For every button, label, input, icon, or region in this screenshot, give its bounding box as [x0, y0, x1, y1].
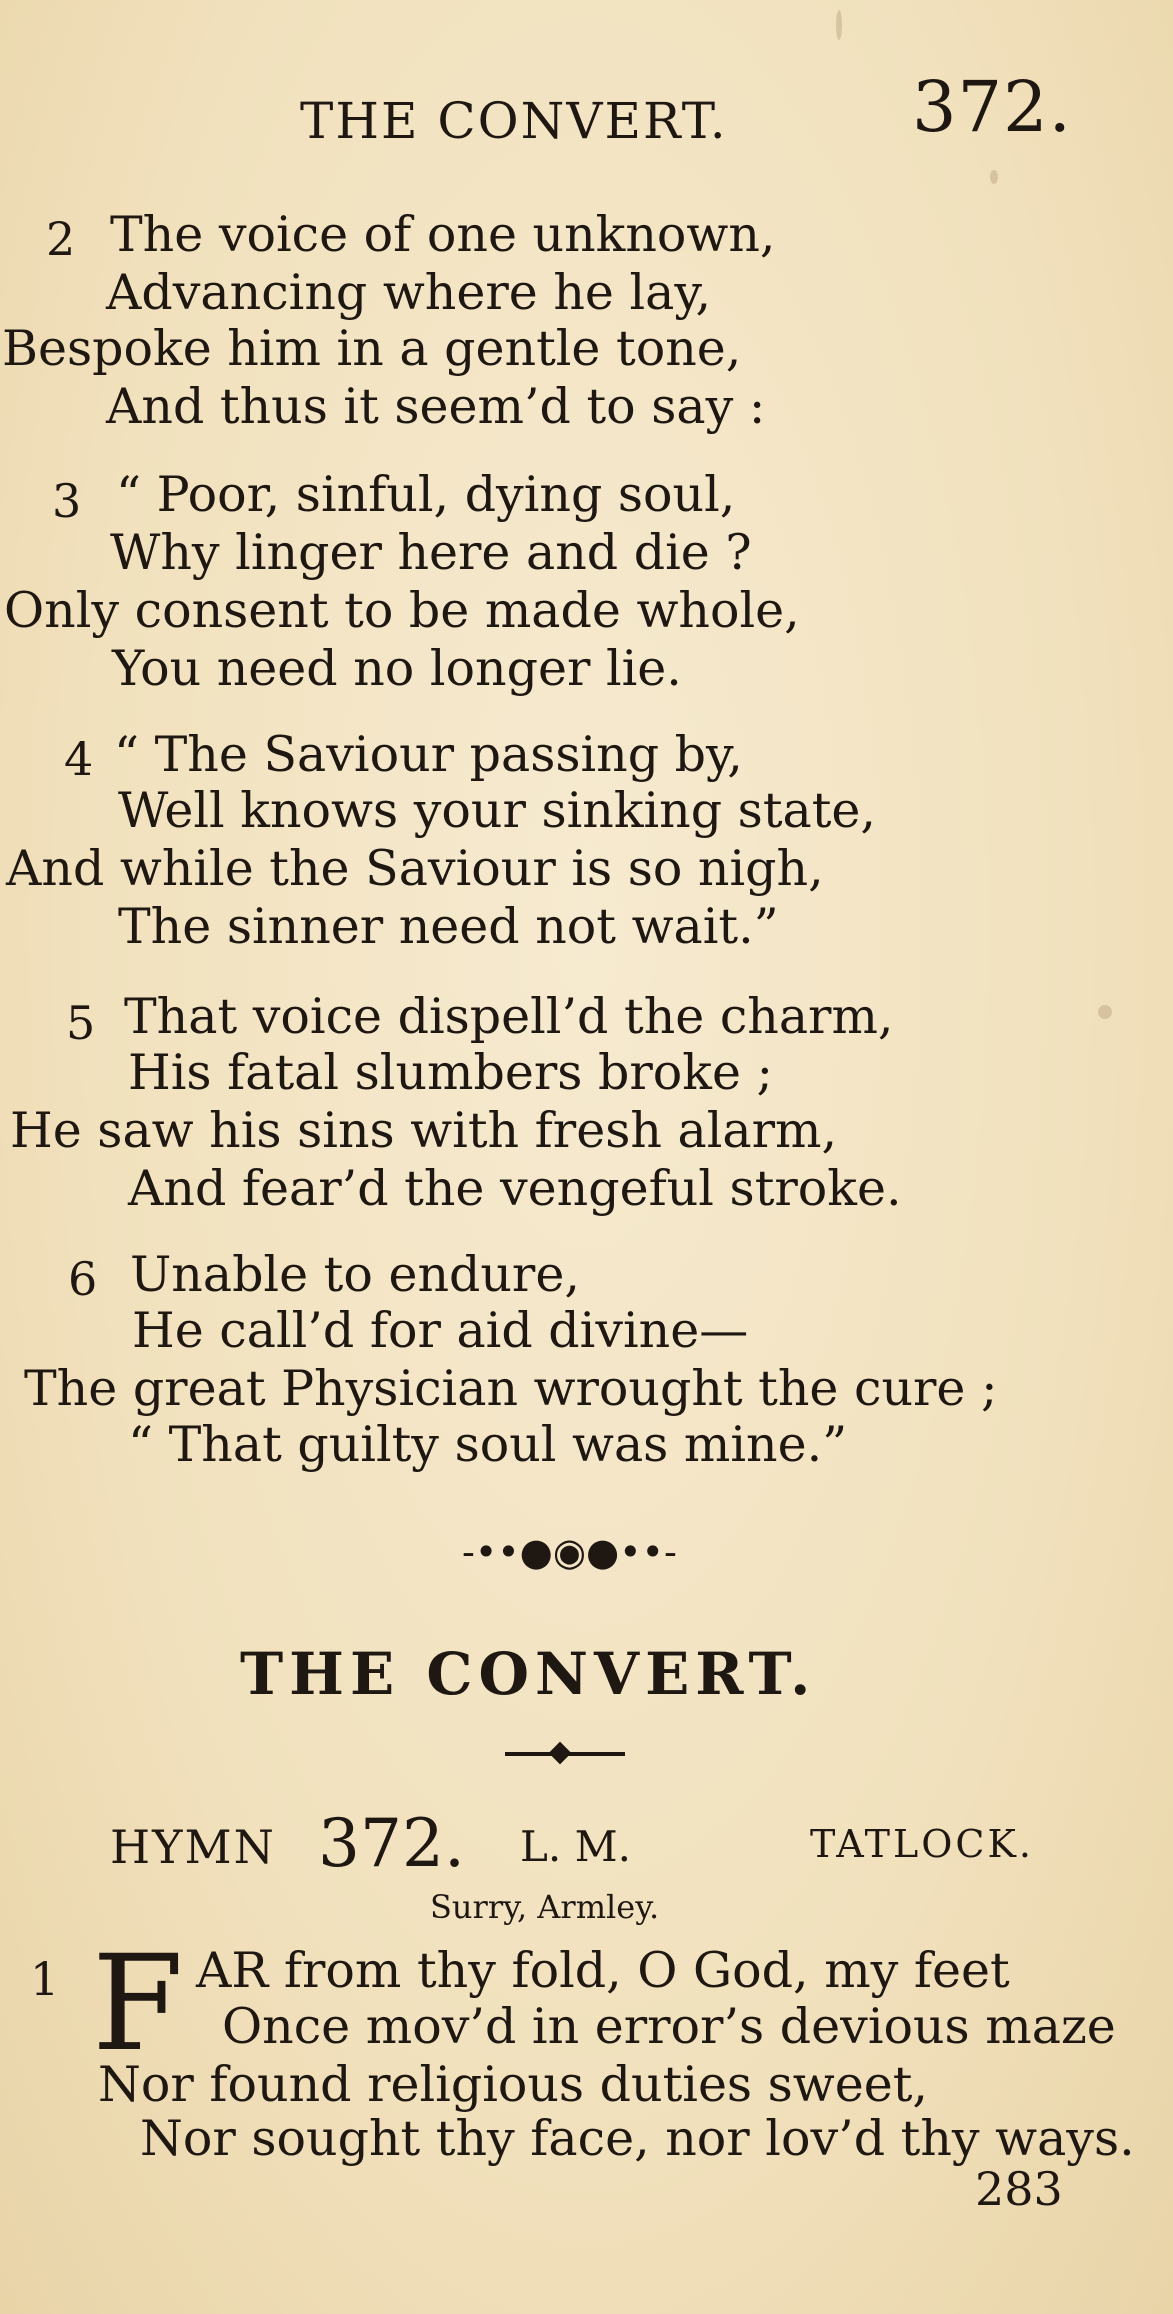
verse-line: AR from thy fold, O God, my feet — [196, 1942, 1010, 1999]
page-footer-number: 283 — [975, 2162, 1063, 2216]
verse-line: The voice of one unknown, — [110, 206, 776, 263]
verse-line: Advancing where he lay, — [106, 264, 712, 321]
hymn-label: HYMN — [110, 1820, 276, 1874]
verse-line: His fatal slumbers broke ; — [128, 1044, 774, 1101]
hymn-tune: TATLOCK. — [810, 1822, 1034, 1866]
verse-line: The great Physician wrought the cure ; — [24, 1360, 998, 1417]
verse-number: 1 — [30, 1952, 60, 2006]
verse-number: 2 — [46, 212, 76, 266]
verse-line: Bespoke him in a gentle tone, — [2, 320, 742, 377]
verse-line: That voice dispell’d the charm, — [124, 988, 894, 1045]
verse-line: Nor found religious duties sweet, — [98, 2056, 929, 2113]
verse-line: Unable to endure, — [130, 1246, 580, 1303]
verse-line: Only consent to be made whole, — [4, 582, 800, 639]
paper-speck — [990, 170, 998, 184]
paper-speck — [1098, 1005, 1112, 1019]
section-title: THE CONVERT. — [240, 1640, 817, 1708]
verse-line: He call’d for aid divine— — [132, 1302, 749, 1359]
hymn-number: 372. — [318, 1805, 465, 1882]
verse-line: Nor sought thy face, nor lov’d thy ways. — [140, 2110, 1135, 2167]
verse-line: “ The Saviour passing by, — [114, 726, 743, 783]
verse-number: 4 — [64, 732, 94, 786]
running-header-title: THE CONVERT. — [300, 92, 728, 150]
hymn-meter: L. M. — [520, 1822, 631, 1871]
verse-line: “ Poor, sinful, dying soul, — [116, 466, 736, 523]
verse-line: He saw his sins with fresh alarm, — [10, 1102, 838, 1159]
verse-line: The sinner need not wait.” — [118, 898, 779, 955]
verse-number: 5 — [66, 996, 96, 1050]
verse-line: Well knows your sinking state, — [118, 782, 876, 839]
verse-line: Once mov’d in error’s devious maze — [222, 1998, 1116, 2055]
verse-number: 6 — [68, 1252, 98, 1306]
verse-line: “ That guilty soul was mine.” — [128, 1416, 848, 1473]
section-divider-ornament: -••●◉●••- — [462, 1530, 677, 1574]
drop-cap: F — [92, 1927, 184, 2081]
verse-line: You need no longer lie. — [112, 640, 682, 697]
verse-line: And thus it seem’d to say : — [106, 378, 766, 435]
running-header-page-number: 372. — [912, 66, 1072, 148]
alternate-tunes: Surry, Armley. — [430, 1888, 660, 1926]
verse-number: 3 — [52, 474, 82, 528]
verse-line: Why linger here and die ? — [110, 524, 752, 581]
title-rule-diamond — [549, 1742, 572, 1765]
paper-speck — [836, 10, 842, 40]
verse-line: And fear’d the vengeful stroke. — [128, 1160, 902, 1217]
verse-line: And while the Saviour is so nigh, — [6, 840, 824, 897]
